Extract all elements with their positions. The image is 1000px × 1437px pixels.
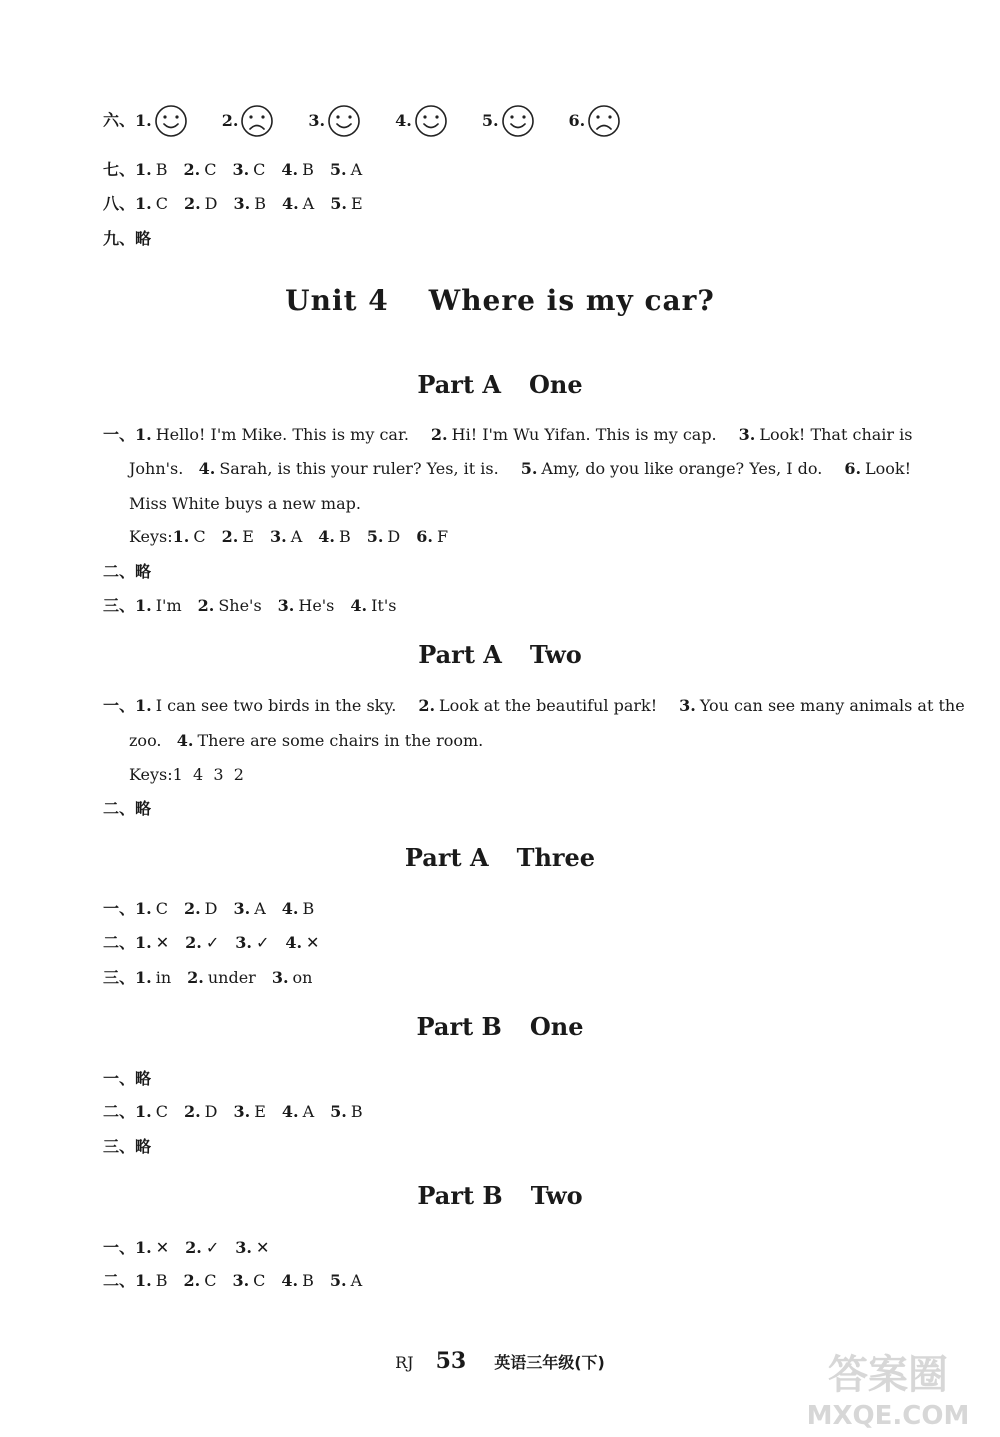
item-number: 2.: [197, 596, 215, 615]
item-number: 1.: [135, 933, 152, 952]
section-part: Part A: [404, 843, 489, 872]
item-answer: E: [350, 194, 363, 213]
answer-item: [232, 160, 265, 179]
answer-item: [135, 1271, 167, 1290]
question-number: 三、: [103, 1137, 136, 1156]
question-number: 六、: [103, 110, 136, 130]
item-answer: Sarah, is this your ruler? Yes, it is.: [219, 459, 499, 478]
answer-item: [285, 933, 319, 952]
answer-item: [418, 696, 657, 715]
part-a3-q1: [103, 899, 330, 919]
item-answer: C: [155, 194, 168, 213]
item-number: 3.: [308, 110, 326, 130]
answer-item: [278, 596, 335, 615]
item-number: 4.: [318, 527, 335, 546]
answer-item: [185, 933, 219, 952]
item-answer: ✕: [155, 933, 170, 952]
q9-answers: [103, 229, 151, 249]
item-number: 6.: [844, 459, 862, 478]
section-part: Part A: [418, 640, 502, 669]
section-title-part-b-one: [0, 1012, 1000, 1041]
keys-label: Keys:: [129, 527, 173, 546]
face-answer-item: [395, 111, 448, 130]
item-answer: B: [302, 160, 314, 179]
item-number: 5.: [366, 527, 384, 546]
item-answer: ✕: [155, 1238, 170, 1257]
item-number: 3.: [738, 425, 756, 444]
item-answer: C: [155, 1102, 168, 1121]
answer-item: [135, 1238, 169, 1257]
section-part: Part B: [416, 1012, 502, 1041]
watermark-top-text: 答案圈: [828, 1352, 948, 1398]
answer-item: [135, 425, 409, 444]
item-number: 2.: [183, 194, 201, 213]
unit-name: Where is my car?: [428, 284, 715, 317]
item-answer: Look!: [865, 459, 912, 478]
part-a1-q2: [103, 562, 151, 582]
item-answer: B: [155, 160, 168, 179]
section-part: Part B: [417, 1181, 503, 1210]
faces-answer-row: [103, 104, 655, 138]
q8-answers: [103, 194, 379, 214]
answer-item: [234, 1102, 266, 1121]
answer-item: [350, 596, 396, 615]
answer-item: [844, 459, 911, 478]
sad-face-icon: [240, 104, 274, 138]
item-answer: He's: [298, 596, 335, 615]
item-answer: A: [290, 527, 303, 546]
answer-item: [135, 596, 182, 615]
answer-text: Miss White buys a new map.: [129, 494, 361, 513]
item-number: 4.: [281, 194, 299, 213]
question-number: 二、: [103, 933, 136, 952]
item-number: 4.: [395, 110, 412, 130]
item-number: 3.: [277, 596, 295, 615]
answer-item: [232, 1271, 265, 1290]
item-number: 2.: [430, 425, 448, 444]
item-answer: A: [302, 194, 315, 213]
item-number: 3.: [232, 160, 250, 179]
item-number: 3.: [679, 696, 696, 715]
answer-item: [184, 194, 218, 213]
item-number: 5.: [330, 1102, 347, 1121]
item-number: 3.: [233, 899, 251, 918]
item-answer: on: [292, 968, 313, 987]
answer-item: [330, 160, 362, 179]
answer-item: [281, 1271, 313, 1290]
answer-item: [135, 194, 168, 213]
question-number: 三、: [103, 596, 136, 615]
item-answer: A: [350, 160, 363, 179]
face-answer-item: [569, 111, 622, 130]
item-number: 5.: [481, 110, 499, 130]
part-a2-q2: [103, 799, 151, 819]
item-number: 2.: [221, 110, 239, 130]
smiley-face-icon: [414, 104, 448, 138]
item-answer: It's: [371, 596, 397, 615]
item-number: 1.: [135, 1271, 152, 1290]
answer-item: [173, 527, 206, 546]
answer-item: [199, 459, 499, 478]
answer-item: [222, 527, 254, 546]
item-answer: ✓: [205, 933, 220, 952]
part-a2-q1-line1: [103, 696, 987, 716]
keys-values: 1 4 3 2: [172, 765, 244, 784]
item-answer: D: [387, 527, 401, 546]
item-number: 4.: [281, 1102, 299, 1121]
answer-item: [135, 899, 168, 918]
item-number: 1.: [135, 425, 152, 444]
answer-item: [198, 596, 262, 615]
part-a1-q1-line1: [103, 425, 934, 445]
answer-item: [431, 425, 717, 444]
item-number: 1.: [135, 1238, 152, 1257]
answer-text: 略: [135, 229, 152, 248]
sad-face-icon: [587, 104, 621, 138]
part-b2-q1: [103, 1238, 285, 1258]
smiley-face-icon: [501, 104, 535, 138]
q7-answers: [103, 160, 378, 180]
item-answer: ✕: [306, 933, 320, 952]
item-number: 5.: [330, 194, 347, 213]
item-number: 5.: [329, 160, 347, 179]
section-title-part-a-two: [0, 640, 1000, 669]
answer-item: [235, 1238, 269, 1257]
item-number: 4.: [198, 459, 216, 478]
item-answer: C: [193, 527, 206, 546]
section-title-part-a-one: [0, 370, 1000, 399]
item-answer: E: [254, 1102, 266, 1121]
item-answer: F: [436, 527, 449, 546]
item-number: 6.: [416, 527, 433, 546]
question-number: 三、: [103, 968, 136, 987]
answer-item: [739, 425, 913, 444]
item-answer: B: [302, 899, 315, 918]
item-answer: E: [242, 527, 254, 546]
item-answer: C: [253, 1271, 266, 1290]
item-answer: A: [254, 899, 266, 918]
answer-item: [183, 160, 216, 179]
item-number: 3.: [233, 1102, 251, 1121]
part-a1-q1-line3: [129, 494, 361, 514]
item-number: 2.: [187, 968, 204, 987]
item-answer: B: [350, 1102, 363, 1121]
part-b1-q1: [103, 1069, 151, 1089]
section-sub: One: [529, 1012, 584, 1041]
item-number: 4.: [285, 933, 303, 952]
section-sub: Two: [529, 640, 582, 669]
face-answer-item: [222, 111, 275, 130]
item-number: 2.: [183, 160, 201, 179]
part-a3-q3: [103, 968, 328, 988]
item-number: 3.: [233, 194, 251, 213]
page-number: 53: [435, 1348, 467, 1374]
item-answer: B: [155, 1271, 168, 1290]
answer-text: 略: [135, 1069, 152, 1088]
answer-text: 略: [135, 1137, 152, 1156]
item-number: 3.: [271, 968, 289, 987]
item-answer: Look! That chair is: [759, 425, 913, 444]
item-answer: in: [155, 968, 172, 987]
item-number: 3.: [269, 527, 287, 546]
item-number: 4.: [281, 160, 299, 179]
answer-item: [318, 527, 350, 546]
item-answer: B: [338, 527, 351, 546]
smiley-face-icon: [327, 104, 361, 138]
item-answer: C: [204, 160, 217, 179]
question-number: 一、: [103, 1238, 136, 1257]
question-number: 一、: [103, 1069, 136, 1088]
answer-item: [282, 194, 314, 213]
answer-item: [135, 696, 396, 715]
face-answer-item: [308, 111, 361, 130]
smiley-face-icon: [154, 104, 188, 138]
section-sub: One: [529, 370, 583, 399]
answer-item: [330, 194, 362, 213]
section-sub: Three: [516, 843, 596, 872]
item-answer: ✓: [255, 933, 270, 952]
question-number: 一、: [103, 425, 136, 444]
question-number: 一、: [103, 696, 136, 715]
answer-item: [330, 1102, 362, 1121]
item-number: 1.: [135, 596, 152, 615]
watermark-bottom-text: MXQE.COM: [806, 1401, 970, 1431]
item-number: 2.: [183, 1271, 201, 1290]
item-answer: D: [204, 899, 218, 918]
section-title-part-b-two: [0, 1181, 1000, 1210]
item-answer: C: [253, 160, 266, 179]
item-number: 3.: [235, 1238, 252, 1257]
part-b1-q3: [103, 1137, 151, 1157]
answer-item: [416, 527, 448, 546]
question-number: 八、: [103, 194, 136, 213]
answer-text: zoo.: [129, 731, 162, 750]
item-number: 1.: [172, 527, 190, 546]
item-answer: ✓: [205, 1238, 220, 1257]
item-answer: Look at the beautiful park!: [439, 696, 658, 715]
item-number: 6.: [568, 110, 586, 130]
part-a3-q2: [103, 933, 335, 953]
part-a1-keys: [129, 527, 464, 547]
item-number: 2.: [185, 1238, 202, 1257]
part-b2-q2: [103, 1271, 378, 1291]
answer-text: John's.: [129, 459, 184, 478]
answer-item: [521, 459, 823, 478]
answer-item: [270, 527, 302, 546]
item-number: 4.: [350, 596, 368, 615]
item-answer: B: [302, 1271, 314, 1290]
item-answer: A: [350, 1271, 363, 1290]
question-number: 九、: [103, 229, 136, 248]
part-a2-q1-line2: [129, 731, 505, 751]
item-answer: D: [204, 194, 218, 213]
item-number: 4.: [281, 899, 299, 918]
item-number: 1.: [135, 1102, 152, 1121]
item-answer: C: [155, 899, 168, 918]
answer-item: [183, 1271, 216, 1290]
question-number: 七、: [103, 160, 136, 179]
part-a2-keys: [129, 765, 244, 785]
edition-label: RJ: [395, 1353, 414, 1372]
item-number: 2.: [418, 696, 436, 715]
answer-item: [234, 899, 266, 918]
part-a1-q1-line2: [129, 459, 933, 479]
answer-item: [282, 899, 314, 918]
answer-item: [367, 527, 401, 546]
item-answer: She's: [218, 596, 262, 615]
item-number: 5.: [520, 459, 538, 478]
item-number: 2.: [183, 899, 201, 918]
item-answer: under: [207, 968, 256, 987]
question-number: 二、: [103, 562, 136, 581]
item-number: 1.: [135, 110, 152, 130]
question-number: 二、: [103, 799, 136, 818]
item-answer: A: [302, 1102, 315, 1121]
item-answer: B: [254, 194, 266, 213]
item-number: 1.: [135, 968, 152, 987]
item-number: 1.: [135, 899, 152, 918]
item-number: 2.: [185, 933, 202, 952]
subject-label: 英语三年级(下): [494, 1353, 605, 1372]
item-answer: Amy, do you like orange? Yes, I do.: [541, 459, 823, 478]
answer-item: [135, 1102, 168, 1121]
item-number: 2.: [221, 527, 239, 546]
answer-item: [135, 933, 169, 952]
item-number: 2.: [183, 1102, 201, 1121]
part-a1-q3: [103, 596, 412, 616]
face-answer-item: [135, 111, 188, 130]
question-number: 二、: [103, 1102, 136, 1121]
answer-item: [679, 696, 965, 715]
answer-item: [184, 899, 218, 918]
watermark-logo: [788, 1344, 988, 1432]
item-answer: I'm: [155, 596, 182, 615]
item-answer: Hello! I'm Mike. This is my car.: [155, 425, 409, 444]
answer-item: [185, 1238, 219, 1257]
item-number: 3.: [235, 933, 252, 952]
answer-item: [187, 968, 256, 987]
answer-item: [235, 933, 269, 952]
answer-item: [330, 1271, 362, 1290]
answer-item: [184, 1102, 218, 1121]
item-number: 4.: [176, 731, 194, 750]
unit-title: [0, 284, 1000, 317]
item-answer: I can see two birds in the sky.: [155, 696, 397, 715]
item-answer: ✕: [255, 1238, 270, 1257]
item-answer: Hi! I'm Wu Yifan. This is my cap.: [451, 425, 717, 444]
unit-label: Unit 4: [285, 284, 389, 317]
question-number: 二、: [103, 1271, 136, 1290]
answer-text: 略: [135, 562, 152, 581]
item-answer: You can see many animals at the: [699, 696, 965, 715]
question-number: 一、: [103, 899, 136, 918]
item-number: 1.: [135, 696, 152, 715]
answer-item: [135, 968, 171, 987]
answer-item: [281, 160, 313, 179]
keys-label: Keys:: [129, 765, 173, 784]
answer-item: [272, 968, 313, 987]
answer-item: [234, 194, 266, 213]
answer-item: [282, 1102, 314, 1121]
answer-item: [135, 160, 167, 179]
item-answer: D: [204, 1102, 218, 1121]
face-answer-item: [482, 111, 535, 130]
part-b1-q2: [103, 1102, 379, 1122]
section-title-part-a-three: [0, 843, 1000, 872]
item-number: 5.: [329, 1271, 347, 1290]
answer-text: 略: [135, 799, 152, 818]
item-number: 4.: [281, 1271, 299, 1290]
item-number: 1.: [135, 160, 152, 179]
section-part: Part A: [417, 370, 502, 399]
section-sub: Two: [530, 1181, 583, 1210]
item-number: 3.: [232, 1271, 250, 1290]
item-answer: C: [204, 1271, 217, 1290]
item-answer: There are some chairs in the room.: [197, 731, 484, 750]
answer-item: [177, 731, 484, 750]
item-number: 1.: [135, 194, 152, 213]
